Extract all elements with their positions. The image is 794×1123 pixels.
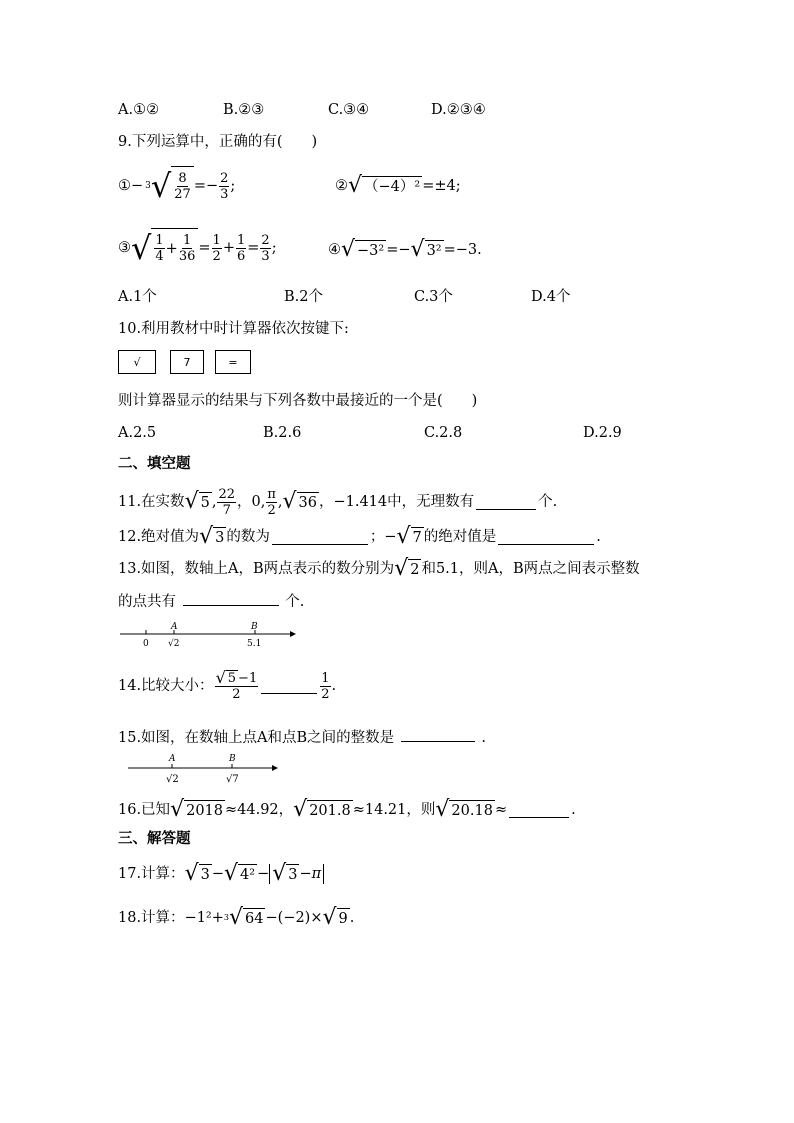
q13-axis-a-label: A [171, 622, 178, 632]
q18: 18.计算： −1²+ 3 √ 64 −(−2)× √ 9 . [118, 905, 355, 930]
q9-option-a[interactable]: A.1个 [118, 289, 157, 305]
q16-answer-blank[interactable] [509, 803, 569, 818]
q10-question: 则计算器显示的结果与下列各数中最接近的一个是( ) [118, 393, 478, 409]
q16: 16.已知 √ 2018 ≈44.92， √ 201.8 ≈14.21，则 √ 20.18 ≈ . [118, 797, 576, 822]
q15-axis-b-value: √7 [226, 774, 239, 785]
q17: 17.计算： √ 3 − √ 4² − √ 3 −π [118, 864, 324, 884]
q12: 12.绝对值为 √ 3 的数为 ；− √ 7 的绝对值是 . [118, 524, 601, 549]
q9-expr4: ④ √ −3² =− √ 3² =−3. [328, 237, 482, 262]
q13-line2: 的点共有 个. [118, 591, 304, 611]
cube-root-index: 3 [145, 181, 151, 191]
q10-title: 10.利用教材中时计算器依次按键下: [118, 321, 349, 337]
square-root: √ （−4）² [348, 173, 421, 198]
q9-expr3: ③ √ $\frac{1}{4}$ + $\frac{1}{36}$ = $\frac{1}{2}$ + $\frac{1}{6}$ = $\frac{2}{3}$ ; [118, 229, 277, 267]
calculator-7-key: 7 [170, 350, 204, 374]
q14-answer-blank[interactable] [261, 679, 317, 694]
absolute-value: √ 3 −π [269, 864, 324, 884]
q15-answer-blank[interactable] [401, 727, 475, 742]
q12-answer-blank-1[interactable] [272, 530, 368, 545]
q13-axis-a-value: √2 [168, 639, 180, 649]
q11: 11.在实数 √ 5 , $\frac{22}{7}$ ，0, $\frac{\pi}{2}$ , √ 36 ，−1.414中，无理数有 个. [118, 486, 558, 518]
q13: 13.如图，数轴上A，B两点表示的数分别为 √ 2 和5.1，则A，B两点之间表示整数 [118, 556, 640, 581]
q15-number-line [126, 750, 286, 790]
q15-axis-a-value: √2 [166, 774, 179, 785]
q15-axis-a-label: A [169, 754, 176, 764]
q13-axis-b-label: B [251, 622, 258, 632]
calculator-sqrt-key: √ [118, 350, 156, 374]
q15: 15.如图，在数轴上点A和点B之间的整数是 . [118, 727, 486, 747]
q13-axis-zero: 0 [143, 639, 149, 649]
section-solve: 三、解答题 [118, 830, 191, 847]
q9-expr2: ② √ （−4）² =±4; [335, 173, 461, 198]
q8-option-a[interactable]: A.①② [118, 102, 160, 118]
q10-option-b[interactable]: B.2.6 [263, 425, 302, 441]
square-root: √ $\frac{1}{4}$ + $\frac{1}{36}$ [131, 228, 198, 268]
q13-axis-b-value: 5.1 [247, 639, 262, 649]
q13-number-line [118, 618, 298, 650]
q11-answer-blank[interactable] [476, 495, 536, 510]
q8-option-d[interactable]: D.②③④ [431, 102, 486, 118]
fraction: $\frac{2}{3}$ [220, 170, 229, 202]
q10-option-c[interactable]: C.2.8 [424, 425, 463, 441]
q13-answer-blank[interactable] [183, 591, 279, 606]
cube-root: √ $\frac{8}{27}$ [151, 166, 194, 206]
q12-answer-blank-2[interactable] [498, 530, 594, 545]
q9-title: 9.下列运算中，正确的有( ) [118, 134, 318, 150]
q9-option-b[interactable]: B.2个 [284, 289, 323, 305]
q15-axis-b-label: B [229, 754, 236, 764]
q8-option-b[interactable]: B.②③ [223, 102, 265, 118]
q10-option-a[interactable]: A.2.5 [118, 425, 157, 441]
q9-option-d[interactable]: D.4个 [531, 289, 571, 305]
q14: 14.比较大小： √ 5 −1 2 $\frac{1}{2}$ . [118, 668, 337, 702]
q9-option-c[interactable]: C.3个 [414, 289, 453, 305]
q8-option-c[interactable]: C.③④ [328, 102, 370, 118]
calculator-equals-key: = [215, 350, 251, 374]
q10-option-d[interactable]: D.2.9 [583, 425, 622, 441]
q9-expr1: ①− 3 √ $\frac{8}{27}$ =− $\frac{2}{3}$ ; [118, 167, 236, 205]
section-fill-in: 二、填空题 [118, 455, 191, 472]
